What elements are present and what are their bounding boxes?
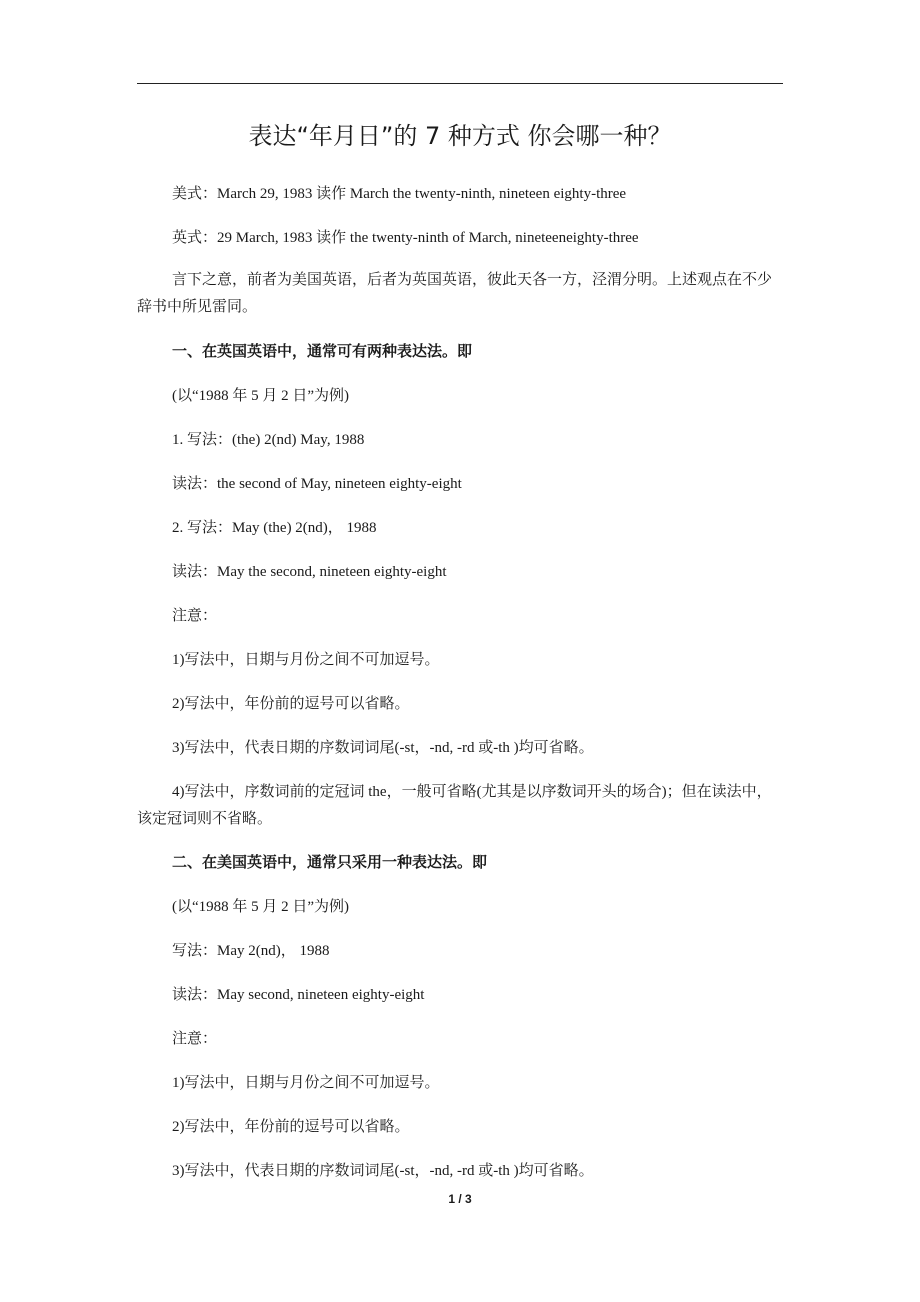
note-item: 3)写法中，代表日期的序数词词尾(-st，-nd, -rd 或-th )均可省略。 [172,1163,594,1179]
intro-paragraph: 言下之意，前者为美国英语，后者为英国英语，彼此天各一方，泾渭分明。上述观点在不少辞书中所见雷同。 [137,272,773,315]
uk-reading-2: 读法：May the second, nineteen eighty-eight [172,564,447,580]
uk-writing-2: 2. 写法：May (the) 2(nd)， 1988 [172,520,377,536]
us-format-line: 美式：March 29, 1983 读作 March the twenty-ninth, nineteen eighty-three [172,186,627,202]
uk-format-line: 英式：29 March, 1983 读作 the twenty-ninth of March, nineteeneighty-three [172,230,639,246]
header-rule [137,83,783,84]
note-label: 注意： [172,1031,218,1047]
section-heading-us: 二、在美国英语中，通常只采用一种表达法。即 [172,855,488,871]
us-reading: 读法：May second, nineteen eighty-eight [172,987,425,1003]
note-label: 注意： [172,608,218,624]
note-item: 1)写法中，日期与月份之间不可加逗号。 [172,1075,440,1091]
us-writing: 写法：May 2(nd)， 1988 [172,943,330,959]
example-note: (以“1988 年 5 月 2 日”为例) [172,899,350,915]
note-item: 1)写法中，日期与月份之间不可加逗号。 [172,652,440,668]
note-item: 4)写法中，序数词前的定冠词 the，一般可省略(尤其是以序数词开头的场合)；但在读法中，该定冠词则不省略。 [137,784,772,827]
section-heading-uk: 一、在英国英语中，通常可有两种表达法。即 [172,344,473,360]
uk-writing-1: 1. 写法：(the) 2(nd) May, 1988 [172,432,365,448]
note-item: 2)写法中，年份前的逗号可以省略。 [172,1119,410,1135]
note-item: 3)写法中，代表日期的序数词词尾(-st，-nd, -rd 或-th )均可省略。 [172,740,594,756]
page-title: 表达“年月日”的 7 种方式 你会哪一种？ [248,122,672,150]
note-item: 2)写法中，年份前的逗号可以省略。 [172,696,410,712]
example-note: (以“1988 年 5 月 2 日”为例) [172,388,350,404]
uk-reading-1: 读法：the second of May, nineteen eighty-eight [172,476,462,492]
page-number: 1 / 3 [448,1192,472,1206]
